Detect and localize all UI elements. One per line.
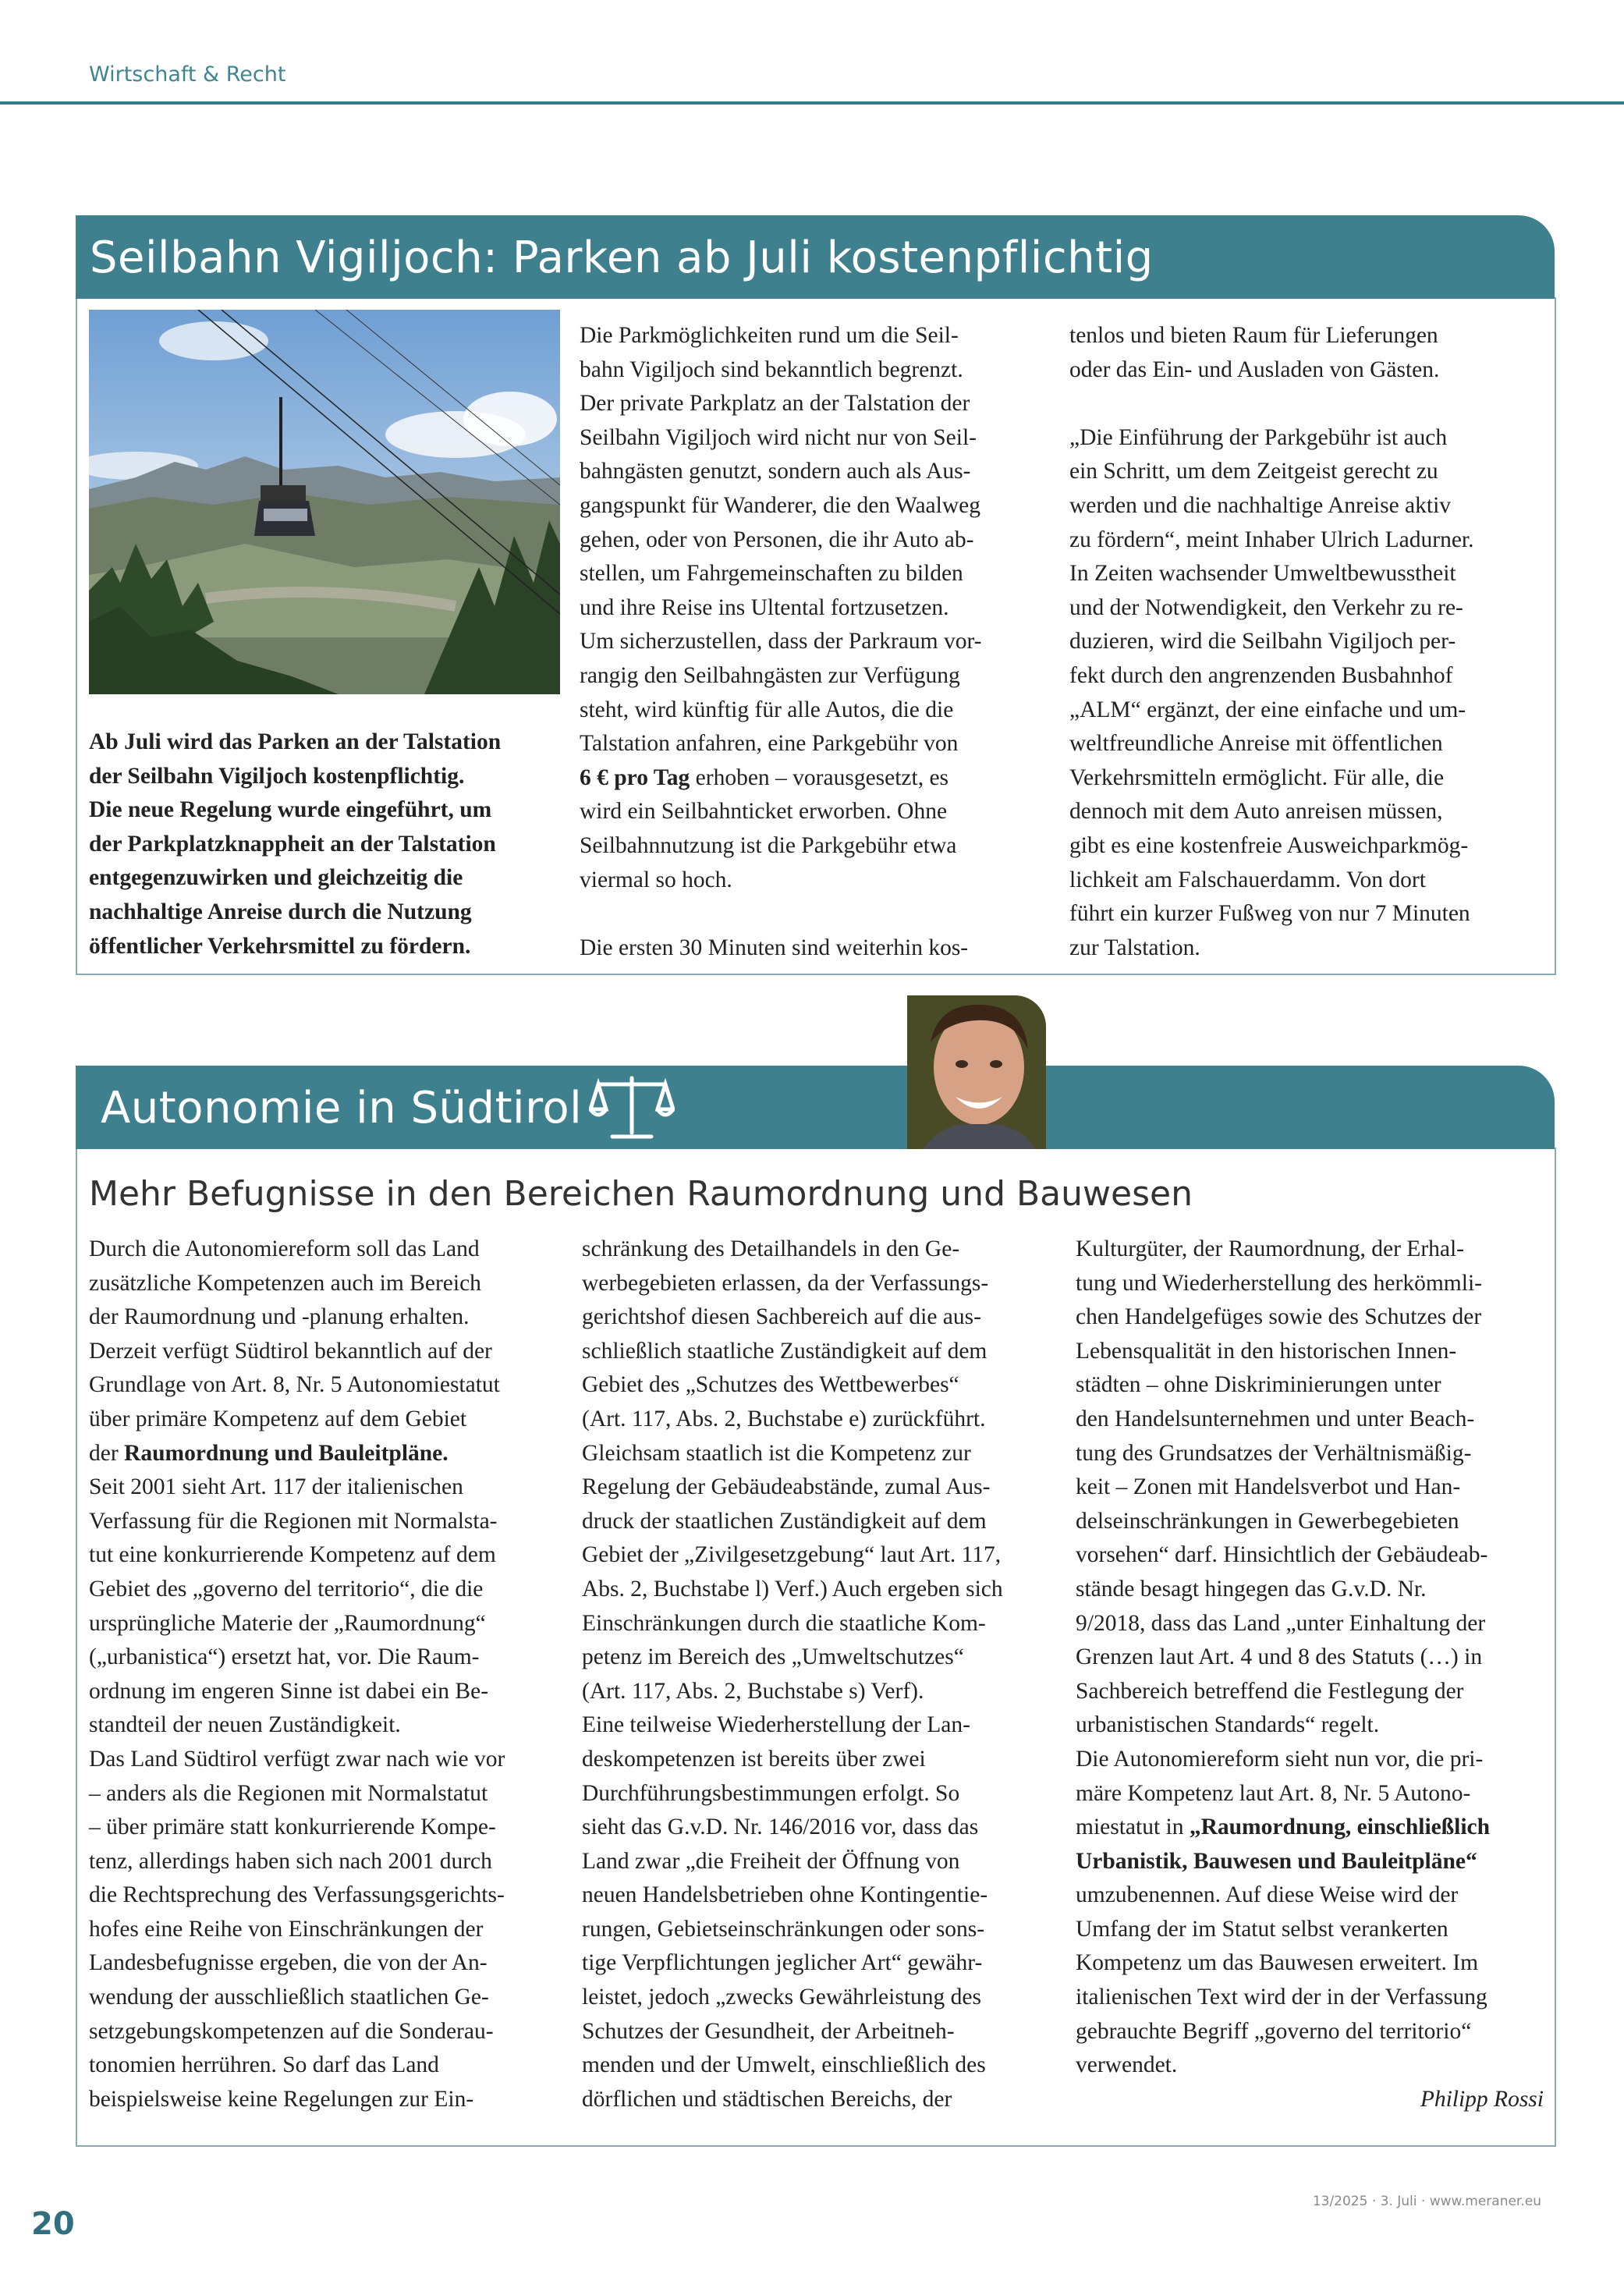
article-title: Autonomie in Südtirol	[101, 1083, 583, 1133]
author-portrait	[907, 995, 1046, 1149]
issue-info: 13/2025 · 3. Juli · www.meraner.eu	[1312, 2194, 1541, 2209]
author-name: Philipp Rossi	[1420, 2086, 1544, 2112]
scales-of-justice-icon	[589, 1070, 675, 1147]
article-banner-autonomie	[76, 1066, 1555, 1149]
section-label: Wirtschaft & Recht	[89, 62, 286, 87]
article-title: Seilbahn Vigiljoch: Parken ab Juli kostenpflichtig	[90, 232, 1154, 283]
page-number: 20	[31, 2206, 75, 2242]
article2-column-1: Durch die Autonomiereform soll das Land zusätzliche Kompetenzen auch im Bereich der Raumordnung und -planung erhalten. Derzeit verfügt Südtirol bekanntlich auf der Grundlage von Art. 8, Nr. 5 Autonomiestatut über primäre Kompetenz auf dem Gebiet der Raumordnung und Bauleitpläne. Seit 2001 sieht Art. 117 der italienischen Verfassung für die Regionen mit Normalsta- tut eine konkurrierende Kompetenz auf dem Gebiet des „governo del territorio“, die die ursprüngliche Materie der „Raumordnung“ („urbanistica“) ersetzt hat, vor. Die Raum- ordnung im engeren Sinne ist dabei ein Be- standteil der neuen Zuständigkeit. Das Land Südtirol verfügt zwar nach wie vor – anders als die Regionen mit Normalstatut – über primäre statt konkurrierende Kompe- tenz, allerdings haben sich nach 2001 durch die Rechtsprechung des Verfassungsgerichts- hofes eine Reihe von Einschränkungen der Landesbefugnisse ergeben, die von der An- wendung der ausschließlich staatlichen Ge- setzgebungskompetenzen auf die Sonderau- tonomien herrühren. So darf das Land beispielsweise keine Regelungen zur Ein-	[89, 1236, 505, 2112]
parking-price: 6 € pro Tag	[580, 764, 690, 790]
article1-lead: Ab Juli wird das Parken an der Talstation der Seilbahn Vigiljoch kostenpflichtig. Die neue Regelung wurde eingeführt, um der Parkplatzknappheit an der Talstation entgegenzuwirken und gleichzeitig die nachhaltige Anreise durch die Nutzung öffentlicher Verkehrsmittel zu fördern.	[89, 729, 502, 959]
article2-column-3: Kulturgüter, der Raumordnung, der Erhal- tung und Wiederherstellung des herkömmli- chen Handelgefüges sowie des Schutzes der Lebensqualität in den historischen Innen- städten – ohne Diskriminierungen unter den Handelsunternehmen und unter Beach- tung des Grundsatzes der Verhältnismäßig- keit – Zonen mit Handelsverbot und Han- delseinschränkungen in Gewerbegebieten vorsehen“ darf. Hinsichtlich der Gebäudeab- stände besagt hingegen das G.v.D. Nr. 9/2018, dass das Land „unter Einhaltung der Grenzen laut Art. 4 und 8 des Statuts (…) in Sachbereich betreffend die Festlegung der urbanistischen Standards“ regelt. Die Autonomiereform sieht nun vor, die pri- märe Kompetenz laut Art. 8, Nr. 5 Autono- miestatut in „Raumordnung, einschließlich Urbanistik, Bauwesen und Bauleitpläne“ umzubenennen. Auf diese Weise wird der Umfang der im Statut selbst verankerten Kompetenz um das Bauwesen erweitert. Im italienischen Text wird der in der Verfassung gebrauchte Begriff „governo del territorio“ verwendet. Philipp Rossi	[1076, 1233, 1544, 2116]
header-rule	[0, 101, 1624, 105]
article1-column-3: tenlos und bieten Raum für Lieferungen oder das Ein- und Ausladen von Gästen. „Die Einführung der Parkgebühr ist auch ein Schritt, um dem Zeitgeist gerecht zu werden und die nachhaltige Anreise aktiv zu fördern“, meint Inhaber Ulrich Ladurner. In Zeiten wachsender Umweltbewusstheit und der Notwendigkeit, den Verkehr zu re- duzieren, wird die Seilbahn Vigiljoch per- fekt durch den angrenzenden Busbahnhof „ALM“ ergänzt, der eine einfache und um- weltfreundliche Anreise mit öffentlichen Verkehrsmitteln ermöglicht. Für alle, die dennoch mit dem Auto anreisen müssen, gibt es eine kostenfreie Ausweichparkmög- lichkeit am Falschauerdamm. Von dort führt ein kurzer Fußweg von nur 7 Minuten zur Talstation.	[1069, 323, 1474, 960]
article-subtitle: Mehr Befugnisse in den Bereichen Raumordnung und Bauwesen	[89, 1174, 1193, 1214]
article2-column-2: schränkung des Detailhandels in den Ge- werbegebieten erlassen, da der Verfassungs- gerichtshof diesen Sachbereich auf die aus- schließlich staatliche Zuständigkeit auf dem Gebiet des „Schutzes des Wettbewerbes“ (Art. 117, Abs. 2, Buchstabe e) zurückführt. Gleichsam staatlich ist die Kompetenz zur Regelung der Gebäudeabstände, zumal Aus- druck der staatlichen Zuständigkeit auf dem Gebiet der „Zivilgesetzgebung“ laut Art. 117, Abs. 2, Buchstabe l) Verf.) Auch ergeben sich Einschränkungen durch die staatliche Kom- petenz im Bereich des „Umweltschutzes“ (Art. 117, Abs. 2, Buchstabe s) Verf). Eine teilweise Wiederherstellung der Lan- deskompetenzen ist bereits über zwei Durchführungsbestimmungen erfolgt. So sieht das G.v.D. Nr. 146/2016 vor, dass das Land zwar „die Freiheit der Öffnung von neuen Handelsbetrieben ohne Kontingentie- rungen, Gebietseinschränkungen oder sons- tige Verpflichtungen jeglicher Art“ gewähr- leistet, jedoch „zwecks Gewährleistung des Schutzes der Gesundheit, der Arbeitneh- menden und der Umwelt, einschließlich des dörflichen und städtischen Bereichs, der	[582, 1236, 1003, 2112]
article1-column-2: Die Parkmöglichkeiten rund um die Seil- bahn Vigiljoch sind bekanntlich begrenzt. Der private Parkplatz an der Talstation der Seilbahn Vigiljoch wird nicht nur von Seil- bahngästen genutzt, sondern auch als Aus- gangspunkt für Wanderer, die den Waalweg gehen, oder von Personen, die ihr Auto ab- stellen, um Fahrgemeinschaften zu bilden und ihre Reise ins Ultental fortzusetzen. Um sicherzustellen, dass der Parkraum vor- rangig den Seilbahngästen zur Verfügung steht, wird künftig für alle Autos, die die Talstation anfahren, eine Parkgebühr von 6 € pro Tag erhoben – vorausgesetzt, es wird ein Seilbahnticket erworben. Ohne Seilbahnnutzung ist die Parkgebühr etwa viermal so hoch. Die ersten 30 Minuten sind weiterhin kos-	[580, 323, 982, 960]
article-banner-seilbahn	[76, 215, 1555, 299]
cable-car-photo	[89, 310, 560, 694]
